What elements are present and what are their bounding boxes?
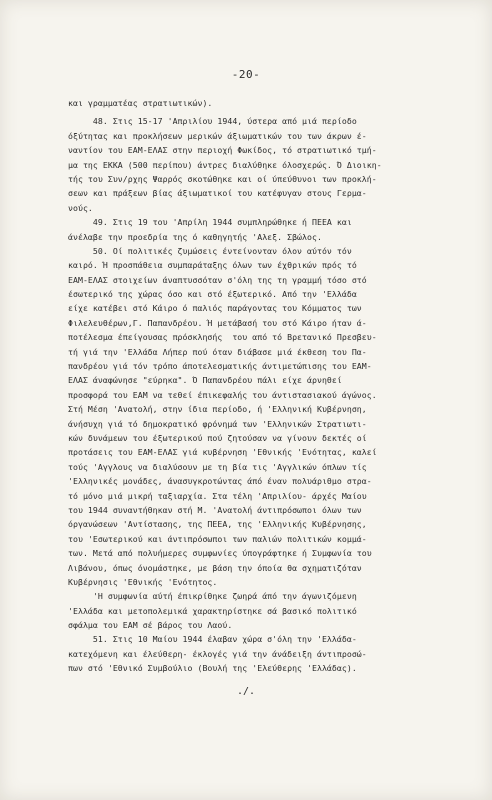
text-line: Λιβάνου, όπως όνομάστηκε, με βάση την όποία θα σχηματιζόταν <box>68 562 362 573</box>
text-line: πανδρέου γιά τόν τρόπο άποτελεσματικής άντιμετώπισης του ΕΑΜ- <box>68 361 372 372</box>
closing-mark: ./. <box>236 686 256 697</box>
document-body <box>68 96 480 676</box>
text-line: προτάσεις του ΕΑΜ-ΕΛΑΣ γιά κυβέρνηση 'Εθνικής 'Ενότητας, καλεί <box>68 447 377 458</box>
page-number: -20- <box>231 68 261 81</box>
text-line: κατεχόμενη και έλεύθερη- έκλογές γιά την άνάδειξη άντιπροσώ- <box>68 648 367 659</box>
text-line: πων στό 'Εθνικό Συμβούλιο (Βουλή της 'Ελεύθερης 'Ελλάδας). <box>68 663 357 674</box>
text-line: 51. Στις 10 Μαίου 1944 έλαβαν χώρα σ'όλη την 'Ελλάδα- <box>68 634 357 645</box>
text-line: προσφορά του ΕΑΜ να τεθεί έπικεφαλής του άντιστασιακού άγώνος. <box>68 389 377 400</box>
text-line: τούς 'Αγγλους να διαλύσουν με τη βία τις 'Αγγλικών όπλων τίς <box>68 461 367 472</box>
text-line: ναντίον του ΕΑΜ-ΕΛΑΣ στην περιοχή Φωκίδος, τό στρατιωτικό τμή- <box>68 145 377 156</box>
text-line: 48. Στις 15-17 'Απριλίου 1944, ύστερα από μιά περίοδο <box>68 116 357 127</box>
text-line: είχε κατέβει στό Κάιρο ό παλιός παράγοντας του Κόμματος των <box>68 303 362 314</box>
text-line: Στή Μέση 'Ανατολή, στην ίδια περίοδο, ή 'Ελληνική Κυβέρνηση, <box>68 404 367 415</box>
text-line: έσωτερικό της χώρας όσο και στό έξωτερικό. Από την 'Ελλάδα <box>68 289 357 300</box>
text-line: των. Μετά από πολυήμερες συμφωνίες ύπογράφτηκε ή Συμφωνία του <box>68 548 372 559</box>
text-line: καιρό. Ή προσπάθεια συμπαράταξης όλων των έχθρικών πρός τό <box>68 260 357 271</box>
text-line: 'Η συμφωνία αύτή έπικρίθηκε ζωηρά άπό την άγωνιζόμενη <box>68 591 357 602</box>
text-line: Κυβέρνησις 'Εθνικής 'Ενότητος. <box>68 576 218 587</box>
text-line: ΕΛΑΣ άναφώνησε "εύρηκα". Ό Παπανδρέου πάλι είχε άρνηθεί <box>68 375 342 386</box>
text-line: του 'Εσωτερικού και άντιπρόσωποι των παλιών πολιτικών κομμά- <box>68 533 367 544</box>
text-line: άνήσυχη γιά τό δημοκρατικό φρόνημά των 'Ελληνικών Στρατιωτι- <box>68 418 367 429</box>
text-line: 49. Στις 19 του 'Απρίλη 1944 συμπληρώθηκε ή ΠΕΕΑ και <box>68 217 352 228</box>
text-line: και γραμματέας στρατιωτικών). <box>68 98 213 108</box>
text-line: νούς. <box>68 202 93 213</box>
text-line: τό μόνο μιά μικρή ταξιαρχία. Στα τέλη 'Απριλίου- άρχές Μαίου <box>68 490 367 501</box>
text-line: ποτέλεσμα έπείγουσας πρόσκλησής του από τό Βρετανικό Πρεσβευ- <box>68 332 377 343</box>
text-line: σφάλμα του ΕΑΜ σέ βάρος του Λαού. <box>68 620 233 631</box>
text-line: 'Ελληνικές μονάδες, άνασυγκροτώντας άπό έναν πολυάριθμο στρα- <box>68 476 372 487</box>
text-line: άνέλαβε την προεδρία της ό καθηγητής 'Αλεξ. Σβώλος. <box>68 231 322 242</box>
text-line: του 1944 συναντήθηκαν στή Μ. 'Ανατολή άντιπρόσωποι όλων των <box>68 504 362 515</box>
text-line: όξύτητας και προκλήσεων μερικών άξιωματικών του των άκρων έ- <box>68 130 367 141</box>
text-line: κών δυνάμεων του έξωτερικού πού ζητούσαν να γίνουν δεκτές οί <box>68 432 367 443</box>
text-line: Φιλελευθέρων,Γ. Παπανδρέου. Ή μετάβασή του στό Κάιρο ήταν ά- <box>68 317 367 328</box>
text-line: τής του Συν/ρχης Ψαρρός σκοτώθηκε και οί ύπεύθυνοι των προκλή- <box>68 173 377 184</box>
text-line: τή γιά την 'Ελλάδα Λήπερ πού όταν διάβασε μιά έκθεση του Πα- <box>68 346 367 357</box>
text-line: 50. Οί πολιτικές ζυμώσεις έντείνονταν όλον αύτόν τόν <box>68 245 352 256</box>
text-line: όργανώσεων 'Αντίστασης, της ΠΕΕΑ, της 'Ελληνικής Κυβέρνησης, <box>68 519 367 530</box>
text-line: ΕΑΜ-ΕΛΑΣ στοιχείων άναπτυσσόταν σ'όλη της τη γραμμή τόσο στό <box>68 274 367 285</box>
text-line: σεων και πράξεων βίας άξιωματικοί του κατέφυγαν στους Γερμα- <box>68 188 367 199</box>
text-line: μα της ΕΚΚΑ (500 περίπου) άντρες διαλύθηκε όλοσχερώς. Ό Διοικη- <box>68 159 382 170</box>
text-line: 'Ελλάδα και μετοπολεμικά χαρακτηρίστηκε σά βασικό πολιτικό <box>68 605 357 616</box>
